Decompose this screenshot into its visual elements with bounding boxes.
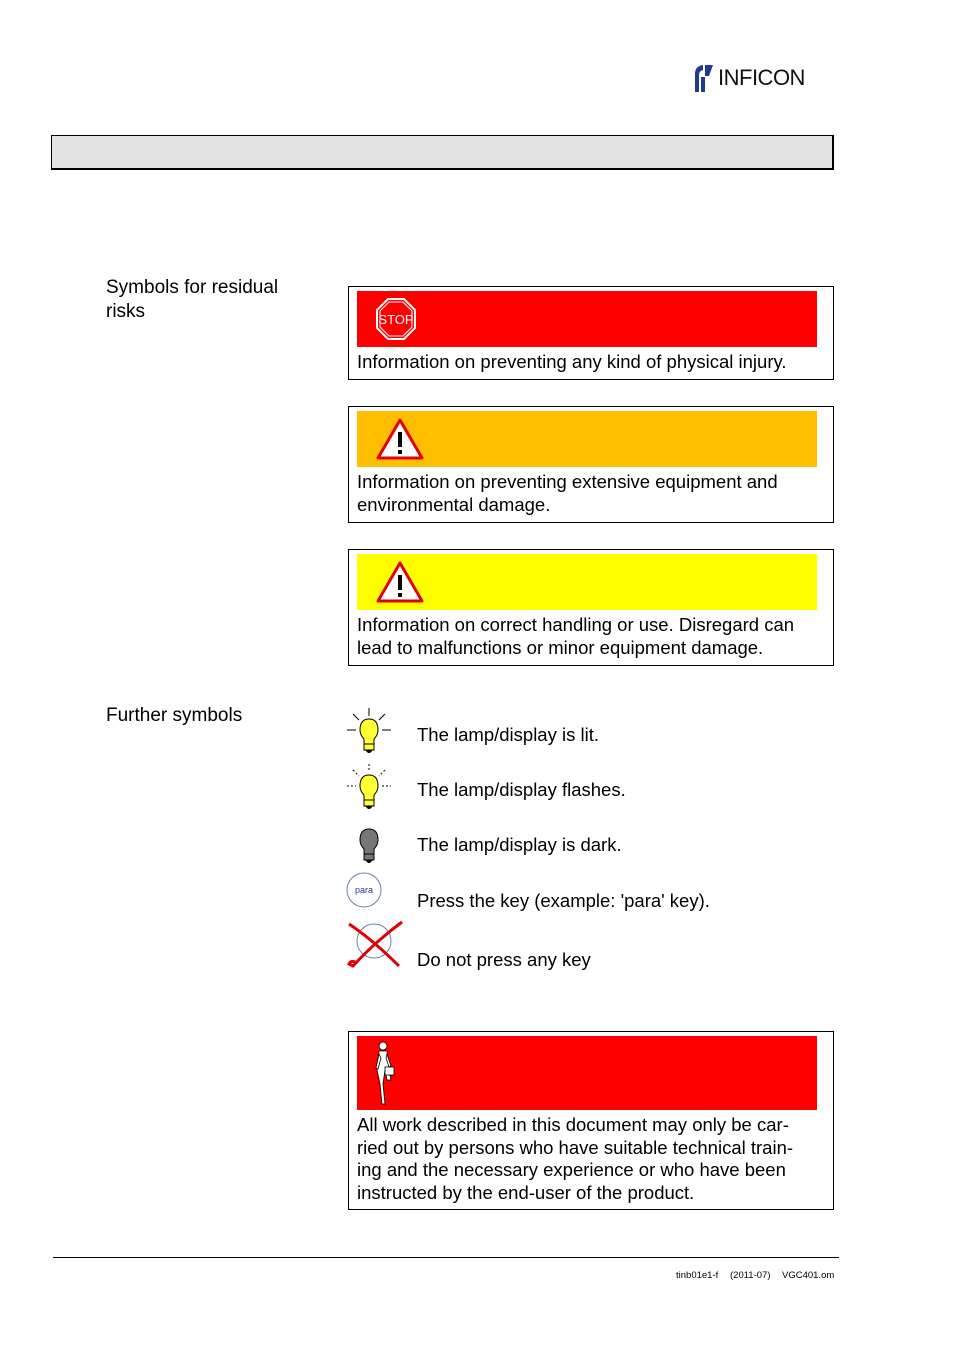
- brand-name: INFICON: [718, 65, 805, 90]
- footer-date: (2011-07): [730, 1270, 771, 1281]
- warning-box: [348, 406, 834, 523]
- footer-doc-id: tinb01e1-f: [676, 1270, 719, 1281]
- no-key-press-icon: [345, 920, 405, 970]
- chapter-header-bar: [51, 135, 834, 170]
- no-key-press-text: Do not press any key: [417, 949, 591, 970]
- stop-sign-icon: [375, 297, 417, 341]
- lamp-lit-icon: [344, 706, 394, 756]
- danger-text: Information on preventing any kind of physical injury.: [357, 351, 787, 372]
- stop-sign-text: STOP: [378, 312, 414, 327]
- personnel-box: [348, 1031, 834, 1210]
- caution-box: [348, 549, 834, 666]
- danger-banner: [357, 291, 817, 347]
- caution-text: Information on correct handling or use. Disregard can lead to malfunctions or minor equipment damage.: [357, 614, 795, 658]
- personnel-text: [357, 1114, 825, 1204]
- further-symbols-label: Further symbols: [106, 705, 243, 726]
- inficon-logo: [692, 62, 838, 94]
- para-key-label: para: [354, 885, 374, 895]
- warning-triangle-icon: [375, 560, 425, 604]
- lamp-flashing-text: The lamp/display flashes.: [417, 779, 626, 800]
- inficon-logo-mark-icon: [692, 62, 716, 94]
- caution-banner: [357, 554, 817, 610]
- para-key-text: Press the key (example: 'para' key).: [417, 890, 710, 911]
- lamp-dark-text: The lamp/display is dark.: [417, 834, 622, 855]
- skilled-person-icon: [371, 1040, 399, 1108]
- personnel-line: ing and the necessary experience or who have been: [357, 1159, 786, 1180]
- warning-text: Information on preventing extensive equipment and environmental damage.: [357, 471, 778, 515]
- lamp-lit-text: The lamp/display is lit.: [417, 724, 599, 745]
- warning-triangle-icon: [375, 417, 425, 461]
- personnel-banner: [357, 1036, 817, 1110]
- personnel-line: instructed by the end-user of the product.: [357, 1181, 695, 1203]
- warning-banner: [357, 411, 817, 467]
- lamp-flashing-icon: [344, 762, 394, 812]
- residual-risks-label: Symbols for residual risks: [106, 277, 279, 322]
- personnel-line: All work described in this document may only be car-: [357, 1114, 789, 1135]
- footer-divider: [53, 1257, 839, 1258]
- para-key-icon: [345, 871, 385, 911]
- lamp-dark-icon: [344, 820, 394, 866]
- footer-file: VGC401.om: [782, 1270, 835, 1281]
- personnel-line: ried out by persons who have suitable technical train-: [357, 1136, 794, 1158]
- danger-box: [348, 286, 834, 380]
